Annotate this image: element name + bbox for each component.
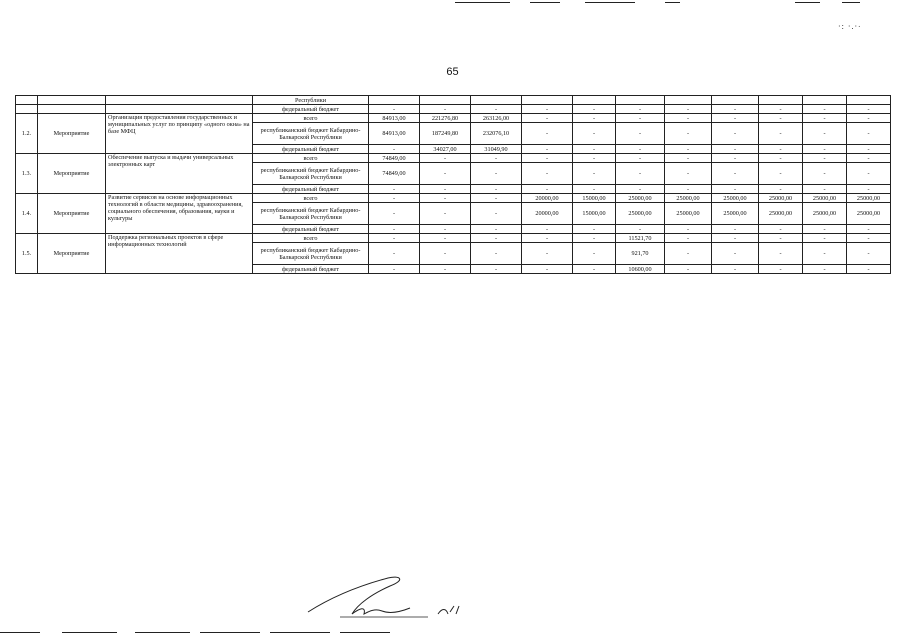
value-cell: - [847,114,891,123]
value-cell: - [665,234,712,243]
value-cell: - [665,243,712,265]
item-number-cell [16,96,38,105]
funding-source-cell: федеральный бюджет [253,185,369,194]
value-cell: - [616,154,665,163]
value-cell: - [803,145,847,154]
value-cell: 74849,00 [369,163,420,185]
signature [300,568,470,624]
value-cell: - [847,265,891,274]
value-cell: - [471,234,522,243]
value-cell: 25000,00 [665,203,712,225]
value-cell: 34027,00 [420,145,471,154]
value-cell: - [471,225,522,234]
funding-source-cell: всего [253,194,369,203]
value-cell: - [573,123,616,145]
value-cell: - [616,105,665,114]
value-cell: - [573,265,616,274]
value-cell: 25000,00 [616,203,665,225]
value-cell: - [712,243,759,265]
value-cell: - [573,243,616,265]
value-cell: - [573,105,616,114]
value-cell: - [712,105,759,114]
table-row [16,114,891,123]
value-cell: - [847,234,891,243]
funding-source-cell: республиканский бюджет Кабардино-Балкарской Республики [253,203,369,225]
value-cell [712,96,759,105]
value-cell: - [803,225,847,234]
value-cell: - [420,225,471,234]
value-cell: - [847,145,891,154]
value-cell [522,96,573,105]
funding-source-cell: всего [253,234,369,243]
value-cell: - [759,163,803,185]
value-cell: - [573,145,616,154]
value-cell: - [847,185,891,194]
scan-line [0,632,40,633]
value-cell [573,96,616,105]
value-cell [420,96,471,105]
value-cell: 221276,80 [420,114,471,123]
value-cell: - [471,265,522,274]
value-cell: - [573,154,616,163]
value-cell: - [420,265,471,274]
value-cell: - [759,225,803,234]
scan-line [200,632,260,633]
page-number: 65 [446,66,459,78]
scan-line [795,2,820,3]
value-cell: 31049,90 [471,145,522,154]
value-cell: - [803,105,847,114]
value-cell: - [847,123,891,145]
value-cell: - [522,185,573,194]
funding-source-cell: всего [253,114,369,123]
value-cell: - [420,194,471,203]
value-cell: 15000,00 [573,203,616,225]
funding-source-cell: республиканский бюджет Кабардино-Балкарской Республики [253,123,369,145]
scan-line [585,2,635,3]
value-cell [759,96,803,105]
value-cell: - [471,243,522,265]
value-cell: - [665,265,712,274]
funding-source-cell: федеральный бюджет [253,145,369,154]
value-cell: - [665,145,712,154]
item-number-cell: 1.4. [16,194,38,234]
value-cell: - [803,154,847,163]
value-cell: - [522,163,573,185]
value-cell: - [420,105,471,114]
value-cell: - [420,154,471,163]
scan-line [455,2,510,3]
funding-source-cell: федеральный бюджет [253,265,369,274]
item-number-cell: 1.3. [16,154,38,194]
scan-line [62,632,117,633]
value-cell: 232076,10 [471,123,522,145]
value-cell: - [803,265,847,274]
value-cell: - [712,114,759,123]
value-cell: - [759,105,803,114]
value-cell: - [847,105,891,114]
value-cell: - [759,123,803,145]
item-type-cell: Мероприятие [38,154,106,194]
value-cell: - [759,154,803,163]
value-cell: - [712,185,759,194]
item-name-cell [106,96,253,105]
value-cell: - [665,225,712,234]
value-cell: 10600,00 [616,265,665,274]
item-name-cell [106,105,253,114]
value-cell: - [420,163,471,185]
item-name-cell: Обеспечение выпуска и выдачи универсальных электронных карт [106,154,253,194]
item-type-cell: Мероприятие [38,234,106,274]
value-cell: - [573,225,616,234]
item-type-cell: Мероприятие [38,194,106,234]
value-cell: - [803,114,847,123]
value-cell: - [522,243,573,265]
value-cell: 25000,00 [759,194,803,203]
value-cell: - [420,243,471,265]
value-cell [471,96,522,105]
value-cell: 25000,00 [847,194,891,203]
value-cell: - [759,265,803,274]
value-cell: - [471,185,522,194]
item-type-cell [38,96,106,105]
value-cell: 921,70 [616,243,665,265]
funding-source-cell: республиканский бюджет Кабардино-Балкарской Республики [253,163,369,185]
value-cell: - [369,185,420,194]
value-cell: 11521,70 [616,234,665,243]
value-cell: - [369,243,420,265]
item-type-cell: Мероприятие [38,114,106,154]
value-cell: 25000,00 [759,203,803,225]
value-cell: - [420,234,471,243]
value-cell: - [369,105,420,114]
value-cell: - [759,145,803,154]
item-type-cell [38,105,106,114]
value-cell: - [522,123,573,145]
item-number-cell: 1.2. [16,114,38,154]
value-cell: 25000,00 [712,203,759,225]
value-cell [803,96,847,105]
value-cell: - [420,203,471,225]
value-cell: - [369,265,420,274]
scan-line [665,2,680,3]
value-cell: - [369,145,420,154]
item-name-cell: Организация предоставления государственных и муниципальных услуг по принципу «одного окна» на базе МФЦ [106,114,253,154]
value-cell: - [759,114,803,123]
value-cell: - [847,163,891,185]
funding-source-cell: всего [253,154,369,163]
value-cell: - [712,123,759,145]
value-cell: - [616,225,665,234]
value-cell: 20000,00 [522,194,573,203]
value-cell: - [573,163,616,185]
table-row [16,105,891,114]
value-cell: - [369,194,420,203]
value-cell [369,96,420,105]
table-row [16,154,891,163]
funding-source-cell: федеральный бюджет [253,225,369,234]
value-cell: - [847,243,891,265]
value-cell: 84913,00 [369,123,420,145]
value-cell: - [665,163,712,185]
value-cell: - [573,185,616,194]
item-name-cell: Поддержка региональных проектов в сфере информационных технологий [106,234,253,274]
value-cell: - [759,185,803,194]
scan-line [270,632,330,633]
value-cell: - [616,114,665,123]
value-cell: - [420,185,471,194]
value-cell: - [522,145,573,154]
item-number-cell [16,105,38,114]
value-cell: 25000,00 [803,203,847,225]
value-cell: 20000,00 [522,203,573,225]
value-cell: 84913,00 [369,114,420,123]
value-cell: - [712,163,759,185]
value-cell: - [616,123,665,145]
value-cell: 187249,80 [420,123,471,145]
value-cell: 25000,00 [665,194,712,203]
value-cell: 25000,00 [803,194,847,203]
value-cell: 25000,00 [847,203,891,225]
value-cell: - [712,154,759,163]
funding-source-cell: федеральный бюджет [253,105,369,114]
value-cell: - [712,234,759,243]
value-cell: 15000,00 [573,194,616,203]
value-cell: - [759,234,803,243]
item-name-cell: Развитие сервисов на основе информационных технологий в области медицины, здравоохранения, социального обеспечения, образования, науки и культуры [106,194,253,234]
scan-line [530,2,560,3]
value-cell: - [847,225,891,234]
item-number-cell: 1.5. [16,234,38,274]
value-cell: - [369,203,420,225]
value-cell: - [712,145,759,154]
value-cell: - [616,185,665,194]
value-cell: - [471,154,522,163]
value-cell: - [471,203,522,225]
value-cell: - [522,114,573,123]
value-cell: 74849,00 [369,154,420,163]
value-cell: - [665,114,712,123]
scan-line [135,632,190,633]
value-cell [665,96,712,105]
funding-source-cell: Республики [253,96,369,105]
value-cell: - [471,163,522,185]
scan-mark: ·: ·.·∙ [838,22,862,31]
value-cell: - [847,154,891,163]
value-cell: - [803,243,847,265]
value-cell: 25000,00 [616,194,665,203]
value-cell: - [522,154,573,163]
value-cell: - [522,265,573,274]
value-cell: - [522,225,573,234]
value-cell: - [471,105,522,114]
value-cell: - [522,105,573,114]
table-row [16,96,891,105]
value-cell [616,96,665,105]
table-row [16,194,891,203]
value-cell: - [369,225,420,234]
budget-table [15,95,891,274]
value-cell: - [522,234,573,243]
value-cell: - [665,185,712,194]
value-cell: - [759,243,803,265]
value-cell: - [665,154,712,163]
value-cell: - [803,123,847,145]
value-cell: - [803,163,847,185]
value-cell: - [712,265,759,274]
value-cell: 263126,00 [471,114,522,123]
value-cell: - [471,194,522,203]
value-cell: - [803,234,847,243]
value-cell: 25000,00 [712,194,759,203]
value-cell: - [369,234,420,243]
value-cell: - [573,114,616,123]
value-cell: - [573,234,616,243]
value-cell: - [803,185,847,194]
value-cell: - [712,225,759,234]
scan-line [842,2,860,3]
scan-line [340,632,390,633]
table-row [16,234,891,243]
value-cell: - [616,145,665,154]
value-cell: - [665,123,712,145]
value-cell: - [616,163,665,185]
funding-source-cell: республиканский бюджет Кабардино-Балкарской Республики [253,243,369,265]
value-cell: - [665,105,712,114]
value-cell [847,96,891,105]
